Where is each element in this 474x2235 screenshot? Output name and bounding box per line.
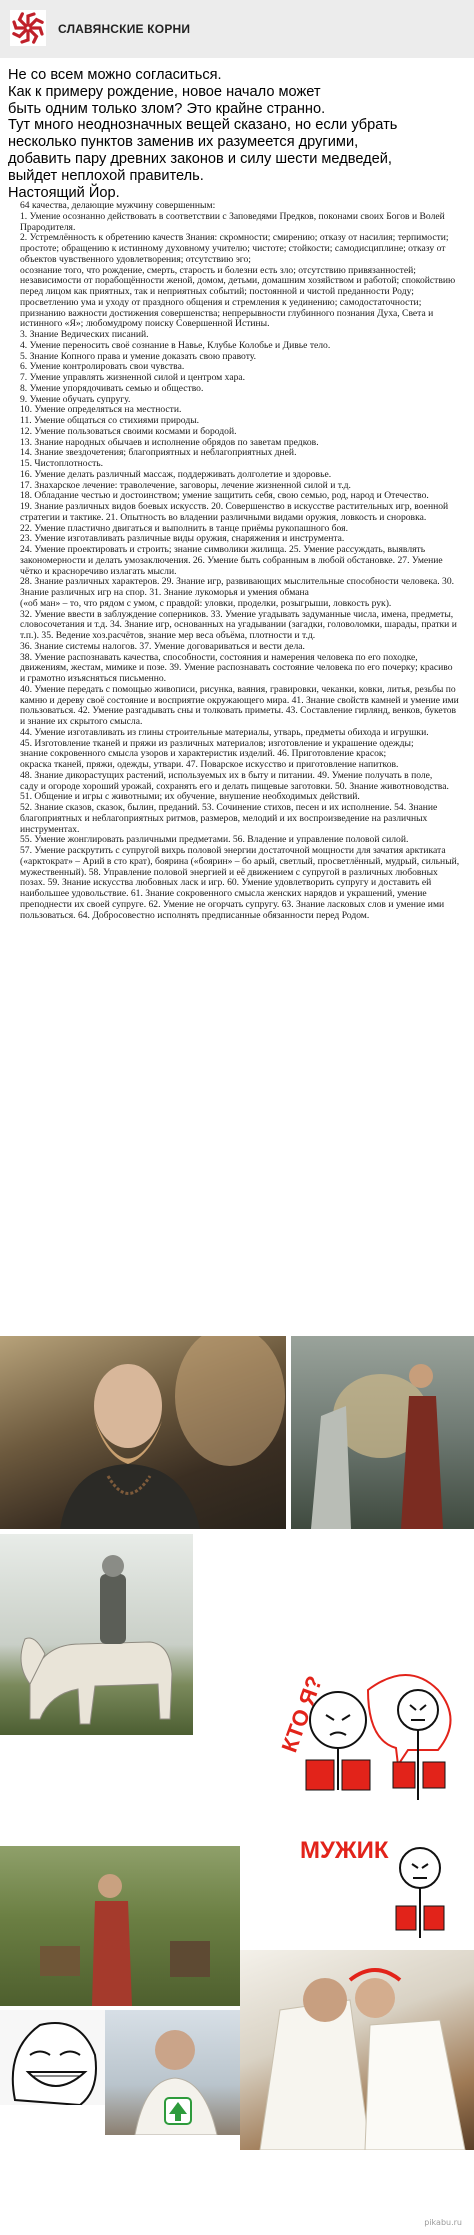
kolovrat-logo-icon xyxy=(10,10,46,46)
document-paragraph: 24. Умение проектировать и строить; знание символики жилища. 25. Умение рассуждать, выявлять закономерности и делать умозаключения. 26. Умение быть собранным в любой обстановке. 27. Умение чётко и красноречиво излагать мысли. xyxy=(20,544,443,577)
document-paragraph: 1. Умение осознанно действовать в соответствии с Заповедями Предков, поконами своих Богов и Волей Прародителя. xyxy=(20,210,445,233)
document-paragraph: 8. Умение упорядочивать семью и общество. xyxy=(20,382,204,394)
document-paragraph: 51. Общение и игры с животными; их обучение, внушение необходимых действий. xyxy=(20,791,360,803)
document-paragraph: 40. Умение передать с помощью живописи, рисунка, ваяния, гравировки, чеканки, ковки, литья, резьбы по камню и дереву своё состояние и восприятие окружающего мира. 41. Знание свойств камней и умение ими пользоваться. 42. Умение разгадывать сны и толковать приметы. 43. Составление гирлянд, венков, букетов и знание их скрытого смысла. xyxy=(20,683,459,727)
intro-line: несколько пунктов заменив их разумеется другими, xyxy=(8,134,359,151)
man-upvote-figure xyxy=(105,2010,240,2135)
header-bar xyxy=(0,0,474,58)
document-paragraph: 28. Знание различных характеров. 29. Знание игр, развивающих мыслительные способности человека. 30. Знание различных игр на спор. 31. Знание лукоморья и умения обмана xyxy=(20,576,455,598)
watermark: pikabu.ru xyxy=(424,2218,462,2227)
bearded-man-figure xyxy=(0,1336,286,1529)
document-paragraph: 9. Умение обучать супругу. xyxy=(20,393,131,405)
document-paragraph: знание сокровенного смысла узоров и характеристик изделий. 46. Приготовление красок; xyxy=(20,748,387,760)
document-paragraph: 3. Знание Ведических писаний. xyxy=(20,329,149,340)
document-paragraph: 45. Изготовление тканей и пряжи из различных материалов; изготовление и украшение одежды; xyxy=(20,737,414,749)
intro-line: Тут много неоднозначных вещей сказано, но если убрать xyxy=(8,117,398,134)
document-paragraph: 13. Знание народных обычаев и исполнение обрядов по заветам предков. xyxy=(20,436,319,448)
document-paragraph: 2. Устремлённость к обретению качеств Знания: скромности; смирению; отказу от насилия; терпимости; простоте; обращению к истинному духовному учителю; чистоте; стойкости; самодисциплине; отказу от объектов чувственного удовлетворения; отсутствию эго; xyxy=(20,232,449,265)
drummer-figure xyxy=(291,1336,474,1529)
document-paragraph: 7. Умение управлять жизненной силой и центром хара. xyxy=(20,372,246,383)
document-paragraph: 4. Умение переносить своё сознание в Навье, Клубье Колобье и Дивье тело. xyxy=(20,339,331,351)
meme-sketch-who-am-i xyxy=(248,1650,474,1820)
header-title: СЛАВЯНСКИЕ КОРНИ xyxy=(58,22,191,36)
intro-line: выйдет неплохой правитель. xyxy=(8,167,204,184)
document-paragraph: 10. Умение определяться на местности. xyxy=(20,404,182,416)
document-paragraph: 6. Умение контролировать свои чувства. xyxy=(20,361,185,373)
document-paragraph: («об ман» – то, что рядом с умом, с правдой: уловки, проделки, розыгрыши, ловкость рук). xyxy=(20,597,392,609)
document-paragraph: 36. Знание системы налогов. 37. Умение договариваться и вести дела. xyxy=(20,640,305,652)
intro-line: быть одним только злом? Это крайне странно. xyxy=(8,100,326,117)
document-paragraph: 12. Умение пользоваться своими космами и бородой. xyxy=(20,425,237,437)
document-heading: 64 качества, делающие мужчину совершенным: xyxy=(20,201,216,211)
meme-text-muzhik: МУЖИК xyxy=(300,1837,389,1864)
photo-yes-meme-face xyxy=(0,2010,105,2105)
intro-line: добавить пару древних законов и силу шести медведей, xyxy=(8,150,392,167)
document-paragraph: 22. Умение пластично двигаться и выполнить в танце приёмы рукопашного боя. xyxy=(20,522,348,534)
photo-horseman xyxy=(0,1534,193,1735)
document-paragraph: 16. Умение делать различный массаж, поддерживать долголетие и здоровье. xyxy=(20,468,332,480)
photo-drummer xyxy=(291,1336,474,1529)
document-paragraph: 57. Умение раскрутить с супругой вихрь половой энергии достаточной мощности для зачатия арктиката («арктократ» – Арий в сто крат), боярина («боярин» – бо арый, светлый, просветлённый, мудрый, сильный, мужественный). 58. Управление половой энергией и её движением с супругой в различных любовных позах. 59. Знание искусства любовных ласк и игр. 60. Умение удовлетворить супругу и доставить ей наибольшее удовольствие. 61. Знание сокровенного смысла женских нарядов и украшений, умение преподнести их своей супруге. 62. Умение не огорчать супругу. 63. Знание ласковых слов и умение ими пользоваться. 64. Добросовестно исполнять предписанные обязанности перед Родом. xyxy=(20,845,460,921)
photo-wedding-kiss xyxy=(240,1950,474,2150)
document-paragraph: 44. Умение изготавливать из глины строительные материалы, утварь, предметы обихода и игрушки. xyxy=(20,726,429,738)
document-paragraph: 18. Обладание честью и достоинством; умение защитить себя, свою семью, род, народ и Отечество. xyxy=(20,490,429,502)
document-paragraph: 14. Знание звездочетения; благоприятных и неблагоприятных дней. xyxy=(20,447,297,459)
document-paragraph: 55. Умение жонглировать различными предметами. 56. Владение и управление половой силой. xyxy=(20,834,409,846)
meme-text-who-am-i: КТО Я? xyxy=(276,1672,328,1756)
wedding-couple-figure xyxy=(240,1950,474,2150)
document-paragraph: 23. Умение изготавливать различные виды оружия, снаряжения и инструмента. xyxy=(20,533,345,545)
yes-meme-face-icon xyxy=(0,2010,105,2105)
warrior-figure xyxy=(0,1846,240,2006)
intro-line: Настоящий Йор. xyxy=(8,184,120,201)
photo-bearded-man xyxy=(0,1336,286,1529)
document-paragraph: окраска тканей, пряжи, одежды, утвари. 47. Поварское искусство и приготовление напитков. xyxy=(20,759,399,770)
document-paragraph: 15. Чистоплотность. xyxy=(20,458,104,469)
document-paragraph: 52. Знание сказов, сказок, былин, преданий. 53. Сочинение стихов, песен и их исполнение. 54. Знание благоприятных и неблагоприятных ритмов, размеров, мелодий и их воспроизведение на различных инструментах. xyxy=(20,802,438,835)
intro-text xyxy=(8,67,468,201)
document-paragraph: 11. Умение общаться со стихиями природы. xyxy=(20,415,200,426)
intro-line: Не со всем можно согласиться. xyxy=(8,67,222,83)
photo-man-upvote xyxy=(105,2010,240,2135)
document-paragraph: 48. Знание дикорастущих растений, используемых их в быту и питании. 49. Умение получать в поле, xyxy=(20,769,433,781)
photo-warrior-field xyxy=(0,1846,240,2006)
document-paragraph: 19. Знание различных видов боевых искусств. 20. Совершенство в искусстве растительных игр, военной стратегии и тактике. 21. Опытность во владении различными видами оружия, ловкость и сноровка. xyxy=(20,501,449,523)
document-paragraph: осознание того, что рождение, смерть, старость и болезни есть зло; отсутствию привязанностей; независимости от порабощённости женой, домом, детьми, домашним хозяйством и работой; спокойствию перед лицом как приятных, так и неприятных событий; постоянной и чистой преданности Роду; просветлению ума и уходу от праздного общения и стремления к уединению; самодостаточности; признанию важности достижения совершенства; непрерывности глубинного познания Духа, Света и истинного «Я»; любомудрому поиску Совершенной Истины. xyxy=(20,264,456,330)
horse-rider-figure xyxy=(0,1534,193,1735)
document-paragraph: 32. Умение ввести в заблуждение соперников. 33. Умение угадывать задуманные числа, имена, предметы, словосочетания и т.д. 34. Знание игр, основанных на угадывании (загадки, головоломки, шарады, пратки и т.п.). 35. Ведение хоз.расчётов, знание мер веса объёма, плотности и т.д. xyxy=(20,608,457,641)
document-paragraph: 17. Знахарское лечение: траволечение, заговоры, лечение жизненной силой и т.д. xyxy=(20,479,351,491)
meme-sketch-muzhik xyxy=(300,1828,474,1948)
document-paragraph: 38. Умение распознавать качества, способности, состояния и намерения человека по его походке, движениям, жестам, мимике и позе. 39. Умение распознавать состояние человека по его почерку; красиво и грамотно изъясняться письменно. xyxy=(20,651,453,684)
qualities-list-document xyxy=(20,201,460,1323)
document-paragraph: саду и огороде хороший урожай, сохранять его и делать пищевые заготовки. 50. Знание животноводства. xyxy=(20,780,449,792)
document-paragraph: 5. Знание Копного права и умение доказать свою правоту. xyxy=(20,350,257,362)
intro-line: Как к примеру рождение, новое начало может xyxy=(8,83,321,100)
